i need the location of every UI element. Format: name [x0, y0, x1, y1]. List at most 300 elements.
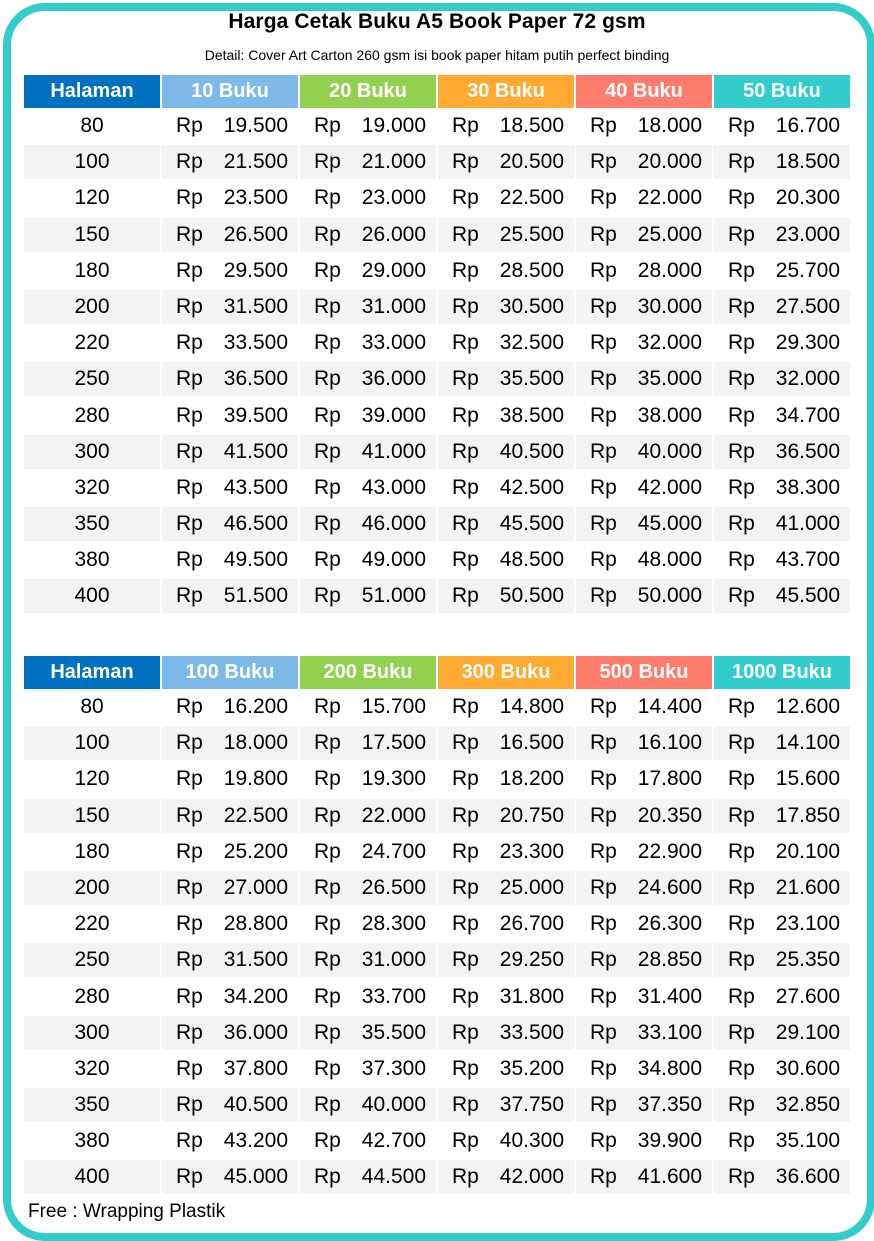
- table-row: [24, 506, 850, 542]
- price-cell: [162, 218, 298, 252]
- currency-label: Rp: [452, 731, 479, 755]
- currency-label: Rp: [728, 258, 755, 282]
- page-count-cell: 380: [74, 548, 110, 572]
- price-cell: [300, 907, 436, 941]
- price-cell: [714, 690, 850, 724]
- currency-label: Rp: [590, 912, 617, 936]
- price-value: 17.500: [361, 731, 426, 755]
- price-cell: [162, 980, 298, 1014]
- currency-label: Rp: [728, 512, 755, 536]
- page-count-cell: 300: [24, 1016, 160, 1050]
- price-cell: [162, 690, 298, 724]
- price-cell: [162, 399, 298, 433]
- price-cell: [576, 362, 712, 396]
- header-qty-4: 40 Buku: [576, 75, 712, 108]
- price-cell: [714, 181, 850, 215]
- table-row: [24, 942, 850, 978]
- price-value: 18.000: [637, 114, 702, 137]
- price-value: 23.300: [499, 839, 564, 863]
- page-count-cell: 400: [24, 1160, 160, 1194]
- currency-label: Rp: [590, 1129, 617, 1153]
- price-cell: [438, 326, 574, 360]
- price-cell: [162, 943, 298, 977]
- currency-label: Rp: [590, 1056, 617, 1080]
- currency-label: Rp: [314, 294, 341, 318]
- price-cell: [300, 726, 436, 760]
- price-cell: [438, 109, 574, 143]
- currency-label: Rp: [452, 912, 479, 936]
- price-value: 19.800: [223, 767, 288, 791]
- price-value: 40.000: [361, 1093, 426, 1117]
- page-count-cell: 280: [74, 984, 110, 1008]
- currency-label: Rp: [314, 1165, 341, 1189]
- currency-label: Rp: [452, 367, 479, 391]
- price-cell: [576, 726, 712, 760]
- price-cell: [714, 907, 850, 941]
- page-count-cell: 120: [74, 186, 110, 210]
- currency-label: Rp: [314, 475, 341, 499]
- currency-label: Rp: [728, 839, 755, 863]
- currency-label: Rp: [176, 114, 203, 137]
- price-cell: [576, 290, 712, 324]
- price-cell: [162, 871, 298, 905]
- price-cell: [438, 1124, 574, 1158]
- currency-label: Rp: [176, 512, 203, 536]
- currency-label: Rp: [452, 1020, 479, 1044]
- currency-label: Rp: [452, 1165, 479, 1189]
- price-value: 20.350: [637, 803, 702, 827]
- currency-label: Rp: [590, 1093, 617, 1117]
- currency-label: Rp: [728, 695, 755, 718]
- price-cell: [438, 471, 574, 505]
- table-row: [24, 798, 850, 834]
- price-table-large-qty: [24, 656, 850, 1196]
- currency-label: Rp: [590, 114, 617, 137]
- currency-label: Rp: [728, 1165, 755, 1189]
- price-cell: [714, 471, 850, 505]
- price-cell: [576, 254, 712, 288]
- currency-label: Rp: [590, 222, 617, 246]
- price-cell: [162, 290, 298, 324]
- page-count-cell: 150: [24, 218, 160, 252]
- price-cell: [300, 290, 436, 324]
- currency-label: Rp: [728, 912, 755, 936]
- price-value: 19.500: [223, 114, 288, 137]
- price-cell: [162, 326, 298, 360]
- currency-label: Rp: [452, 258, 479, 282]
- price-value: 46.000: [361, 512, 426, 536]
- currency-label: Rp: [452, 331, 479, 355]
- price-cell: [162, 1016, 298, 1050]
- price-value: 28.500: [499, 258, 564, 282]
- currency-label: Rp: [176, 839, 203, 863]
- price-value: 18.500: [775, 150, 840, 174]
- currency-label: Rp: [728, 1129, 755, 1153]
- page-count-cell: 300: [24, 435, 160, 469]
- price-cell: [438, 435, 574, 469]
- price-value: 38.500: [499, 403, 564, 427]
- price-value: 32.850: [775, 1093, 840, 1117]
- price-cell: [162, 181, 298, 215]
- price-cell: [714, 1088, 850, 1122]
- currency-label: Rp: [176, 258, 203, 282]
- header-halaman: Halaman: [24, 656, 160, 689]
- price-value: 37.800: [223, 1056, 288, 1080]
- price-cell: [576, 109, 712, 143]
- currency-label: Rp: [590, 475, 617, 499]
- price-cell: [714, 726, 850, 760]
- currency-label: Rp: [314, 1056, 341, 1080]
- currency-label: Rp: [176, 1165, 203, 1189]
- price-value: 22.500: [223, 803, 288, 827]
- currency-label: Rp: [590, 584, 617, 608]
- price-cell: [714, 507, 850, 541]
- price-cell: [300, 871, 436, 905]
- price-value: 36.000: [361, 367, 426, 391]
- price-value: 51.000: [361, 584, 426, 608]
- price-value: 20.500: [499, 150, 564, 174]
- price-cell: [714, 399, 850, 433]
- header-qty-3: 300 Buku: [438, 656, 574, 689]
- currency-label: Rp: [452, 984, 479, 1008]
- price-value: 37.300: [361, 1056, 426, 1080]
- currency-label: Rp: [176, 731, 203, 755]
- price-value: 45.500: [499, 512, 564, 536]
- price-value: 22.000: [637, 186, 702, 210]
- price-cell: [300, 399, 436, 433]
- price-value: 30.500: [499, 294, 564, 318]
- currency-label: Rp: [590, 1020, 617, 1044]
- currency-label: Rp: [314, 186, 341, 210]
- price-value: 29.000: [361, 258, 426, 282]
- header-qty-2: 20 Buku: [300, 75, 436, 108]
- price-cell: [714, 435, 850, 469]
- price-cell: [438, 980, 574, 1014]
- table-row: [24, 398, 850, 434]
- price-cell: [576, 1088, 712, 1122]
- currency-label: Rp: [590, 839, 617, 863]
- price-cell: [162, 579, 298, 613]
- price-cell: [714, 109, 850, 143]
- price-cell: [714, 362, 850, 396]
- price-value: 41.500: [223, 439, 288, 463]
- price-value: 19.300: [361, 767, 426, 791]
- header-qty-1: 100 Buku: [162, 656, 298, 689]
- price-cell: [714, 762, 850, 796]
- price-cell: [576, 326, 712, 360]
- price-value: 23.000: [775, 222, 840, 246]
- header-qty-2: 200 Buku: [300, 656, 436, 689]
- currency-label: Rp: [314, 695, 341, 718]
- currency-label: Rp: [176, 548, 203, 572]
- price-value: 33.000: [361, 331, 426, 355]
- currency-label: Rp: [590, 186, 617, 210]
- currency-label: Rp: [728, 1093, 755, 1117]
- price-cell: [300, 1088, 436, 1122]
- price-cell: [300, 980, 436, 1014]
- price-value: 27.600: [775, 984, 840, 1008]
- price-value: 25.000: [637, 222, 702, 246]
- page-count-cell: 180: [74, 258, 110, 282]
- price-cell: [162, 435, 298, 469]
- price-cell: [300, 254, 436, 288]
- currency-label: Rp: [728, 150, 755, 174]
- price-value: 22.900: [637, 839, 702, 863]
- price-cell: [714, 254, 850, 288]
- price-cell: [438, 254, 574, 288]
- price-cell: [438, 726, 574, 760]
- price-cell: [300, 181, 436, 215]
- table-row: [24, 906, 850, 942]
- price-value: 38.300: [775, 475, 840, 499]
- price-value: 21.600: [775, 875, 840, 899]
- currency-label: Rp: [452, 1093, 479, 1117]
- currency-label: Rp: [176, 403, 203, 427]
- price-value: 32.000: [775, 367, 840, 391]
- page-count-cell: 320: [74, 475, 110, 499]
- page-count-cell: 100: [24, 145, 160, 179]
- currency-label: Rp: [452, 403, 479, 427]
- price-cell: [300, 1052, 436, 1086]
- page-title: Harga Cetak Buku A5 Book Paper 72 gsm: [228, 10, 646, 33]
- currency-label: Rp: [314, 767, 341, 791]
- price-cell: [300, 471, 436, 505]
- price-cell: [576, 907, 712, 941]
- price-cell: [162, 762, 298, 796]
- price-cell: [300, 943, 436, 977]
- price-cell: [162, 543, 298, 577]
- price-cell: [576, 218, 712, 252]
- currency-label: Rp: [590, 767, 617, 791]
- currency-label: Rp: [314, 222, 341, 246]
- table-row: [24, 689, 850, 725]
- currency-label: Rp: [176, 584, 203, 608]
- price-value: 32.500: [499, 331, 564, 355]
- price-value: 37.350: [637, 1093, 702, 1117]
- price-value: 36.500: [223, 367, 288, 391]
- price-cell: [162, 726, 298, 760]
- price-value: 28.850: [637, 948, 702, 972]
- currency-label: Rp: [176, 875, 203, 899]
- currency-label: Rp: [728, 403, 755, 427]
- price-value: 31.800: [499, 984, 564, 1008]
- currency-label: Rp: [176, 948, 203, 972]
- price-cell: [438, 1160, 574, 1194]
- price-value: 27.500: [775, 294, 840, 318]
- currency-label: Rp: [728, 1056, 755, 1080]
- price-cell: [714, 579, 850, 613]
- currency-label: Rp: [590, 258, 617, 282]
- currency-label: Rp: [590, 294, 617, 318]
- price-cell: [438, 290, 574, 324]
- currency-label: Rp: [314, 1020, 341, 1044]
- price-value: 20.750: [499, 803, 564, 827]
- currency-label: Rp: [314, 439, 341, 463]
- currency-label: Rp: [314, 912, 341, 936]
- currency-label: Rp: [728, 186, 755, 210]
- price-value: 16.200: [223, 695, 288, 718]
- currency-label: Rp: [590, 948, 617, 972]
- price-value: 16.500: [499, 731, 564, 755]
- price-cell: [438, 507, 574, 541]
- price-cell: [714, 799, 850, 833]
- currency-label: Rp: [176, 912, 203, 936]
- price-value: 33.500: [223, 331, 288, 355]
- price-value: 46.500: [223, 512, 288, 536]
- price-value: 29.100: [775, 1020, 840, 1044]
- table-row: [24, 542, 850, 578]
- price-value: 25.200: [223, 839, 288, 863]
- price-cell: [300, 1160, 436, 1194]
- header-qty-1: 10 Buku: [162, 75, 298, 108]
- currency-label: Rp: [452, 839, 479, 863]
- price-table-small-qty: [24, 75, 850, 615]
- currency-label: Rp: [590, 984, 617, 1008]
- price-cell: [714, 543, 850, 577]
- price-cell: [162, 835, 298, 869]
- price-cell: [714, 1160, 850, 1194]
- price-cell: [714, 218, 850, 252]
- page-count-cell: 200: [24, 871, 160, 905]
- page-count-cell: 350: [24, 1088, 160, 1122]
- price-cell: [576, 471, 712, 505]
- price-value: 34.200: [223, 984, 288, 1008]
- currency-label: Rp: [314, 875, 341, 899]
- price-cell: [438, 1088, 574, 1122]
- currency-label: Rp: [176, 1020, 203, 1044]
- price-value: 18.200: [499, 767, 564, 791]
- price-cell: [438, 1052, 574, 1086]
- price-value: 21.500: [223, 150, 288, 174]
- price-value: 40.500: [223, 1093, 288, 1117]
- table-row: [24, 761, 850, 797]
- currency-label: Rp: [314, 258, 341, 282]
- price-value: 31.500: [223, 948, 288, 972]
- price-cell: [300, 435, 436, 469]
- currency-label: Rp: [314, 403, 341, 427]
- page-count-cell: 220: [74, 331, 110, 355]
- price-cell: [300, 1016, 436, 1050]
- page-count-cell: 380: [74, 1129, 110, 1153]
- price-value: 28.300: [361, 912, 426, 936]
- currency-label: Rp: [176, 150, 203, 174]
- price-value: 15.700: [361, 695, 426, 718]
- price-cell: [576, 799, 712, 833]
- price-cell: [576, 943, 712, 977]
- price-value: 36.500: [775, 439, 840, 463]
- price-cell: [714, 1016, 850, 1050]
- currency-label: Rp: [176, 186, 203, 210]
- price-cell: [300, 762, 436, 796]
- page-count-cell: 150: [24, 799, 160, 833]
- price-value: 42.000: [637, 475, 702, 499]
- price-value: 35.100: [775, 1129, 840, 1153]
- price-cell: [438, 579, 574, 613]
- currency-label: Rp: [590, 331, 617, 355]
- currency-label: Rp: [590, 439, 617, 463]
- price-value: 42.500: [499, 475, 564, 499]
- price-value: 31.500: [223, 294, 288, 318]
- price-value: 35.500: [361, 1020, 426, 1044]
- table-row: [24, 144, 850, 180]
- price-value: 39.900: [637, 1129, 702, 1153]
- price-value: 14.800: [499, 695, 564, 718]
- price-cell: [162, 145, 298, 179]
- table-row: [24, 1087, 850, 1123]
- currency-label: Rp: [452, 803, 479, 827]
- price-value: 18.500: [499, 114, 564, 137]
- currency-label: Rp: [314, 839, 341, 863]
- price-value: 33.100: [637, 1020, 702, 1044]
- price-cell: [714, 835, 850, 869]
- currency-label: Rp: [314, 548, 341, 572]
- currency-label: Rp: [728, 439, 755, 463]
- price-cell: [714, 290, 850, 324]
- currency-label: Rp: [728, 114, 755, 137]
- price-cell: [438, 943, 574, 977]
- currency-label: Rp: [176, 984, 203, 1008]
- currency-label: Rp: [452, 294, 479, 318]
- table-row: [24, 361, 850, 397]
- currency-label: Rp: [590, 803, 617, 827]
- table-row: [24, 1051, 850, 1087]
- price-cell: [438, 362, 574, 396]
- price-cell: [714, 1124, 850, 1158]
- page-count-cell: 400: [24, 579, 160, 613]
- price-cell: [438, 1016, 574, 1050]
- currency-label: Rp: [176, 331, 203, 355]
- header-halaman: Halaman: [24, 75, 160, 108]
- price-cell: [300, 362, 436, 396]
- price-value: 25.000: [499, 875, 564, 899]
- currency-label: Rp: [452, 1129, 479, 1153]
- price-cell: [162, 362, 298, 396]
- price-cell: [576, 762, 712, 796]
- price-value: 16.700: [775, 114, 840, 137]
- price-cell: [162, 109, 298, 143]
- currency-label: Rp: [728, 548, 755, 572]
- price-value: 21.000: [361, 150, 426, 174]
- price-value: 31.000: [361, 948, 426, 972]
- price-cell: [576, 435, 712, 469]
- page-count-cell: 200: [24, 290, 160, 324]
- price-cell: [300, 799, 436, 833]
- price-value: 14.100: [775, 731, 840, 755]
- table-row: [24, 870, 850, 906]
- price-cell: [714, 871, 850, 905]
- price-value: 50.500: [499, 584, 564, 608]
- currency-label: Rp: [176, 222, 203, 246]
- price-value: 12.600: [775, 695, 840, 718]
- currency-label: Rp: [728, 803, 755, 827]
- price-cell: [714, 326, 850, 360]
- table-row: [24, 470, 850, 506]
- price-cell: [438, 762, 574, 796]
- price-cell: [162, 1124, 298, 1158]
- price-cell: [300, 690, 436, 724]
- currency-label: Rp: [452, 475, 479, 499]
- page-count-cell: 100: [24, 726, 160, 760]
- currency-label: Rp: [452, 875, 479, 899]
- price-value: 39.000: [361, 403, 426, 427]
- price-value: 30.000: [637, 294, 702, 318]
- price-value: 42.700: [361, 1129, 426, 1153]
- price-value: 34.700: [775, 403, 840, 427]
- price-value: 37.750: [499, 1093, 564, 1117]
- price-value: 34.800: [637, 1056, 702, 1080]
- price-cell: [576, 980, 712, 1014]
- price-cell: [714, 980, 850, 1014]
